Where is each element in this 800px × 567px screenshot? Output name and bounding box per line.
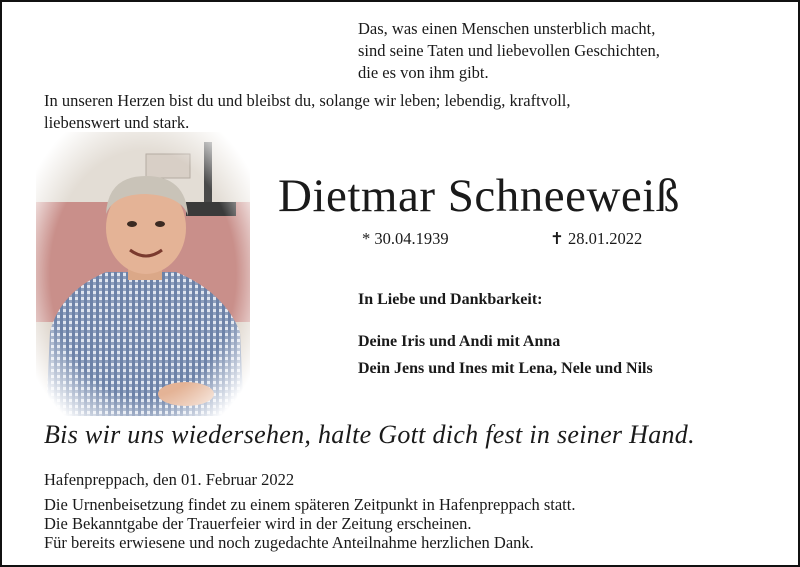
closing-motto: Bis wir uns wiedersehen, halte Gott dich fest in seiner Hand.	[44, 420, 695, 449]
funeral-notes	[44, 495, 575, 552]
portrait-photo	[36, 132, 250, 416]
death-date: ✝ 28.01.2022	[550, 229, 643, 248]
deceased-name: Dietmar Schneeweiß	[278, 170, 680, 222]
birth-date: * 30.04.1939	[362, 229, 449, 248]
place-and-date: Hafenpreppach, den 01. Februar 2022	[44, 470, 295, 489]
quote-line: Das, was einen Menschen unsterblich macht,	[358, 19, 656, 38]
note-line: Die Urnenbeisetzung findet zu einem späteren Zeitpunkt in Hafenpreppach statt.	[44, 495, 576, 514]
quote-line: die es von ihm gibt.	[358, 63, 489, 82]
mourners-list	[358, 328, 653, 382]
intro-line: liebenswert und stark.	[44, 113, 190, 132]
intro-text	[44, 90, 764, 134]
mourner-line: Deine Iris und Andi mit Anna	[358, 333, 561, 350]
intro-line: In unseren Herzen bist du und bleibst du, solange wir leben; lebendig, kraftvoll,	[44, 91, 571, 110]
note-line: Für bereits erwiesene und noch zugedachte Anteilnahme herzlichen Dank.	[44, 533, 534, 552]
mourner-line: Dein Jens und Ines mit Lena, Nele und Nils	[358, 360, 653, 377]
mourners-heading: In Liebe und Dankbarkeit:	[358, 291, 543, 308]
opening-quote	[358, 18, 778, 84]
note-line: Die Bekanntgabe der Trauerfeier wird in der Zeitung erscheinen.	[44, 514, 472, 533]
quote-line: sind seine Taten und liebevollen Geschichten,	[358, 41, 660, 60]
